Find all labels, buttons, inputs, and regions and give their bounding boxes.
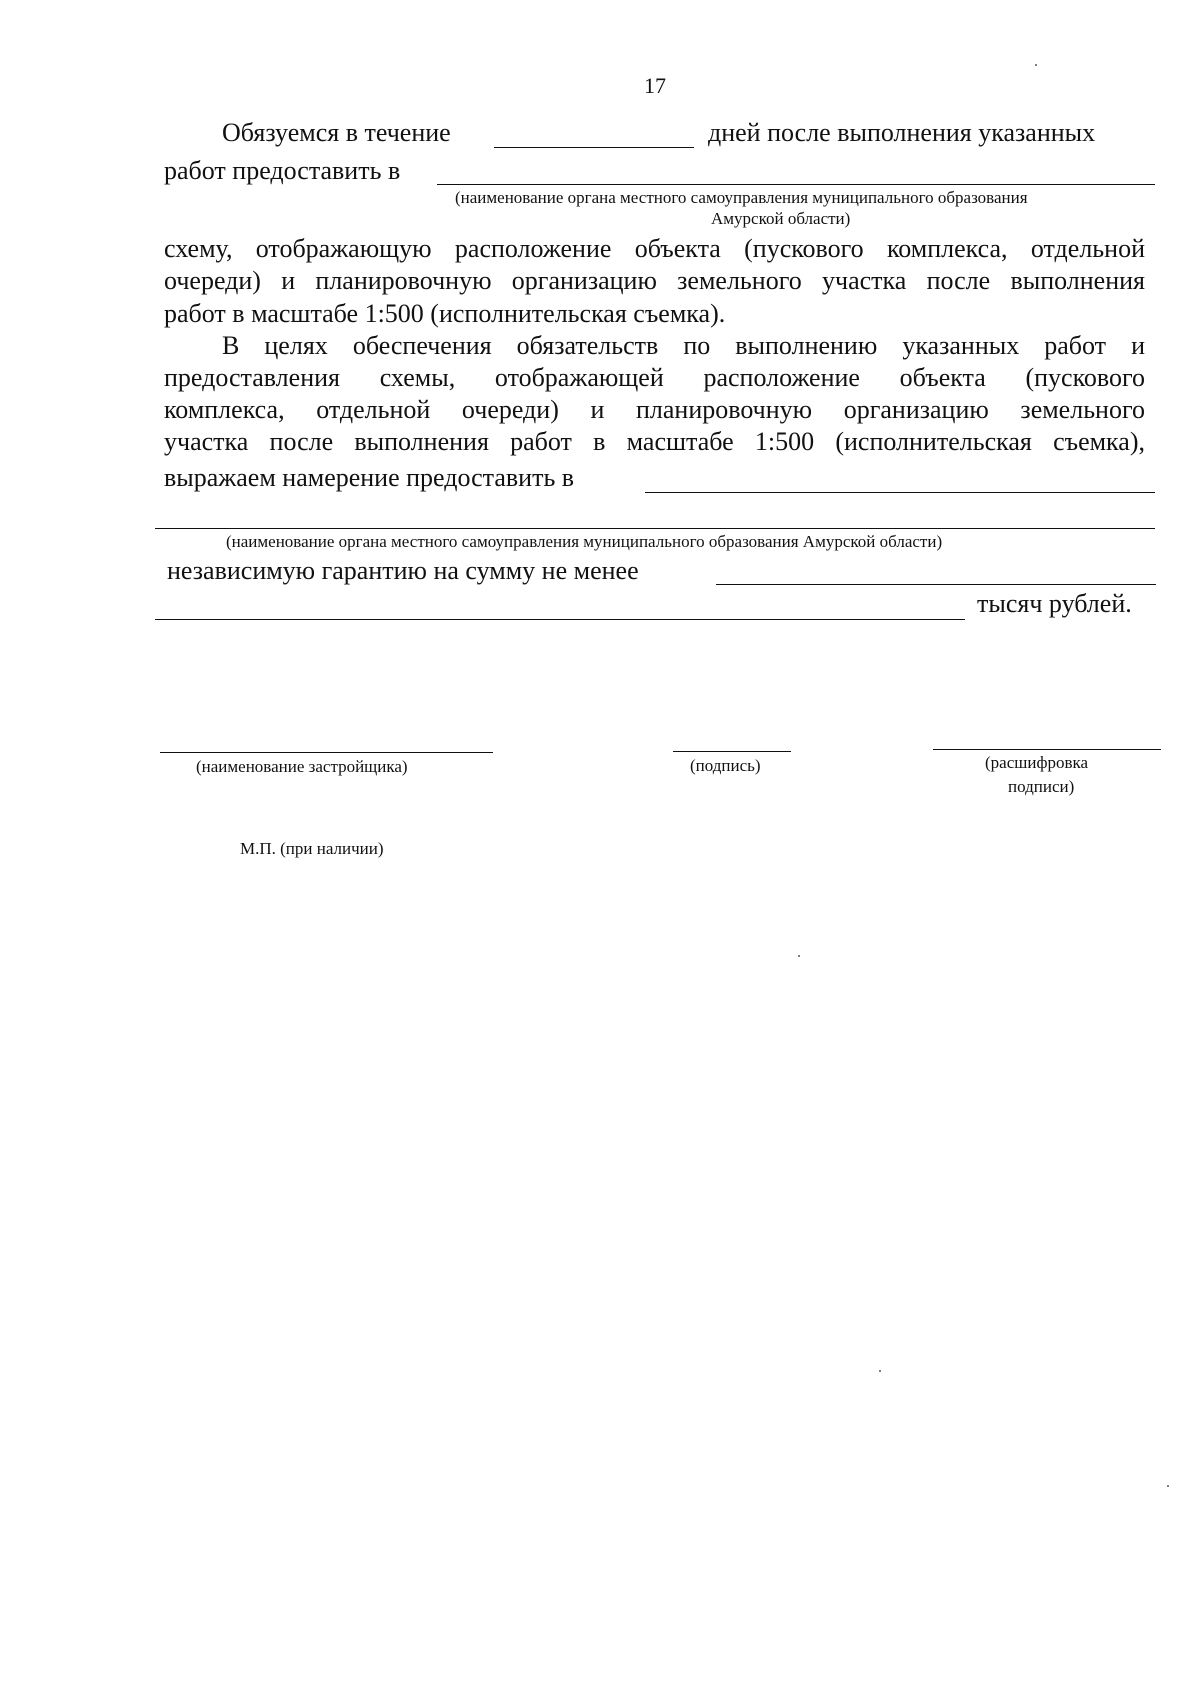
signature-line [673,751,791,752]
authority-full-blank-line [155,528,1155,529]
decryption-label-line2: подписи) [1008,777,1075,796]
authority-note-line2: Амурской области) [711,209,851,228]
paragraph1-line3: схему, отображающую расположение объекта (пускового комплекса, отдельной [164,234,1145,263]
decryption-line [933,749,1161,750]
developer-name-label: (наименование застройщика) [196,757,408,776]
paragraph2-line5-start: выражаем намерение предоставить в [164,463,575,492]
scan-speck [879,1370,881,1372]
paragraph1-line1-start: Обязуемся в течение [222,118,451,147]
authority-note-line1: (наименование органа местного самоуправления муниципального образования [455,188,1028,207]
decryption-label-line1: (расшифровка [985,753,1089,772]
stamp-label: М.П. (при наличии) [240,839,384,858]
sum-blank-line [716,584,1156,585]
scan-speck [798,955,800,957]
currency-text: тысяч рублей. [977,589,1132,618]
guarantee-text: независимую гарантию на сумму не менее [167,556,639,585]
authority-blank-line [437,184,1155,185]
paragraph2-line3: комплекса, отдельной очереди) и планировочную организацию земельного [164,395,1145,424]
days-blank-line [494,147,694,148]
developer-name-line [160,752,493,753]
sum-continuation-blank-line [155,619,965,620]
paragraph1-line2-start: работ предоставить в [164,156,401,185]
paragraph2-line4: участка после выполнения работ в масштабе 1:500 (исполнительская съемка), [164,427,1145,456]
paragraph2-line1: В целях обеспечения обязательств по выполнению указанных работ и [222,331,1145,360]
signature-label: (подпись) [690,756,761,775]
paragraph1-line5: работ в масштабе 1:500 (исполнительская съемка). [164,299,726,328]
paragraph2-line2: предоставления схемы, отображающей расположение объекта (пускового [164,363,1145,392]
paragraph1-line1-end: дней после выполнения указанных [708,118,1096,147]
scan-speck [1167,1485,1169,1487]
guarantee-authority-blank-line [645,492,1155,493]
scan-speck [1035,64,1037,66]
page-number: 17 [644,73,666,98]
guarantee-authority-note: (наименование органа местного самоуправления муниципального образования Амурской области) [226,532,943,551]
paragraph1-line4: очереди) и планировочную организацию земельного участка после выполнения [164,266,1145,295]
